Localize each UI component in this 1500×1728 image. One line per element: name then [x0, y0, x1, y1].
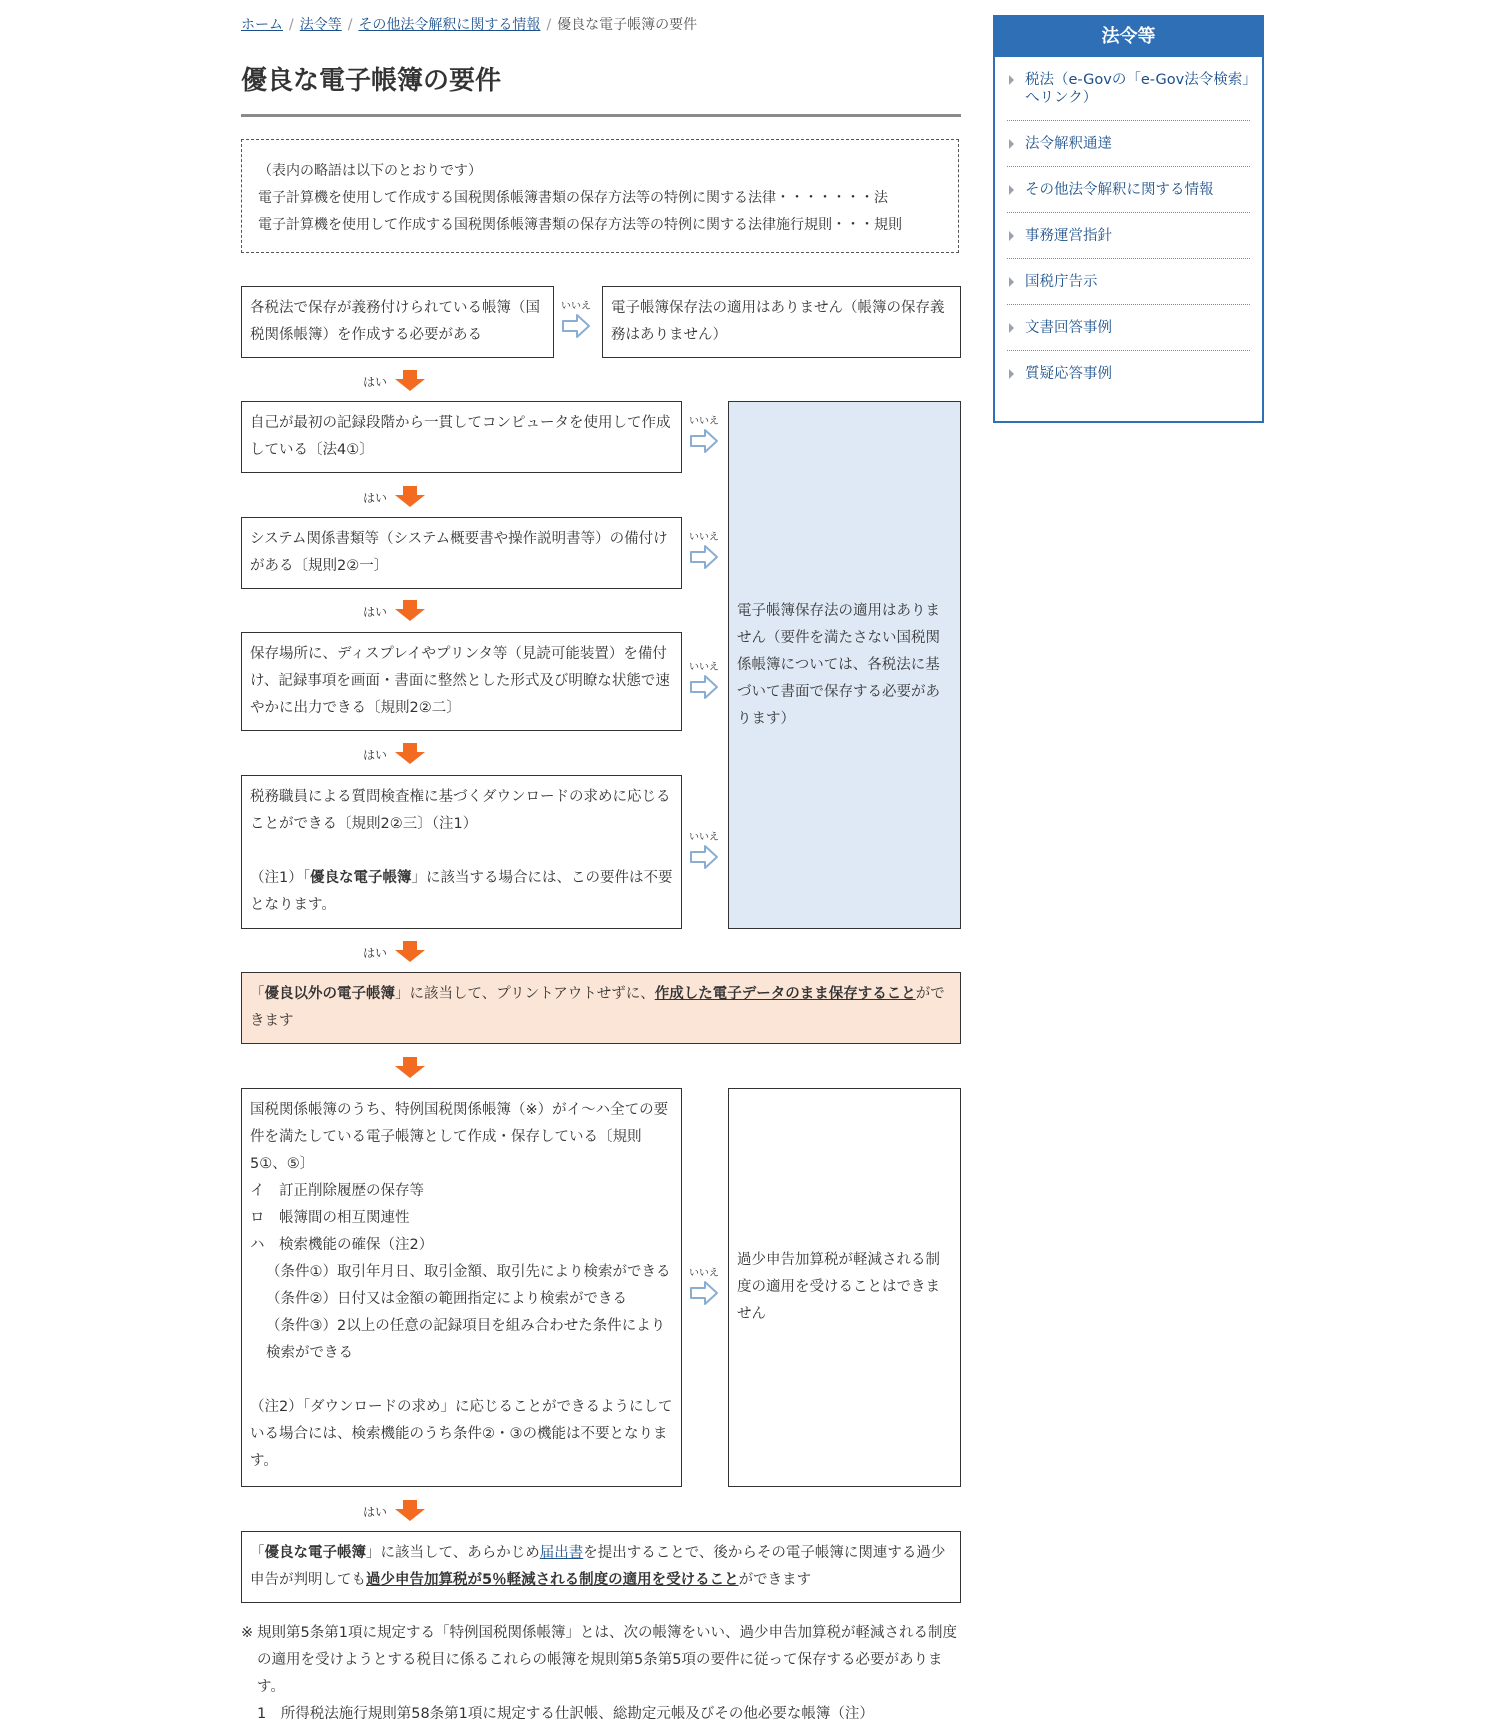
result-underlined-text: 作成した電子データのまま保存すること — [654, 986, 916, 1002]
yes-label: はい — [363, 375, 388, 389]
down-arrow-icon — [394, 600, 426, 622]
spacer — [250, 1367, 673, 1394]
requirement-i: イ 訂正削除履歴の保存等 — [250, 1183, 424, 1199]
search-condition-3: （条件③）2以上の任意の記録項目を組み合わせた条件により検索ができる — [266, 1318, 666, 1361]
no-arrow-icon — [689, 673, 719, 701]
result-suffix: ができます — [250, 986, 945, 1029]
breadcrumb-separator: / — [546, 17, 552, 33]
note-suffix: 」に該当する場合には、この要件は不要となります。 — [250, 870, 673, 913]
down-arrow-icon — [394, 743, 426, 765]
sidebar-list — [995, 57, 1262, 396]
breadcrumb-other-interpretation-link[interactable]: その他法令解釈に関する情報 — [358, 17, 541, 33]
no-arrow-icon — [689, 543, 719, 571]
note-bold-term: 優良な電子帳簿 — [309, 870, 412, 886]
result-suffix: ができます — [738, 1572, 812, 1588]
flow-no-result-penalty-text: 過少申告加算税が軽減される制度の適用を受けることはできません — [737, 1252, 940, 1322]
sidebar-item-label[interactable]: その他法令解釈に関する情報 — [1025, 182, 1214, 198]
no-arrow-icon — [689, 427, 719, 455]
triangle-bullet-icon — [1009, 323, 1014, 333]
result-underlined-text: 過少申告加算税が5％軽減される制度の適用を受けること — [366, 1572, 739, 1588]
triangle-bullet-icon — [1009, 185, 1014, 195]
no-arrow-icon — [689, 1279, 719, 1307]
no-label: いいえ — [689, 1268, 719, 1279]
flow-question-0: 各税法で保存が義務付けられている帳簿（国税関係帳簿）を作成する必要がある — [241, 286, 554, 358]
no-label: いいえ — [689, 832, 719, 843]
spacer — [250, 838, 673, 865]
result-mid-text: 」に該当して、あらかじめ — [366, 1545, 540, 1561]
flow-question-4-text: 税務職員による質問検査権に基づくダウンロードの求めに応じることができる〔規則2②三〕（注1） — [250, 789, 671, 832]
flow-no-result-0: 電子帳簿保存法の適用はありません（帳簿の保存義務はありません） — [602, 286, 961, 358]
down-arrow-icon — [394, 941, 426, 963]
yes-label: はい — [363, 946, 388, 960]
result-prefix: 「 — [250, 986, 265, 1002]
down-arrow-icon — [394, 486, 426, 508]
abbreviation-box — [241, 139, 959, 253]
no-arrow-icon — [689, 843, 719, 871]
title-divider — [241, 114, 961, 117]
footnote — [241, 1620, 961, 1728]
sidebar-item-label[interactable]: 法令解釈通達 — [1025, 136, 1112, 152]
flow-question-5-intro: 国税関係帳簿のうち、特例国税関係帳簿（※）がイ〜ハ全ての要件を満たしている電子帳簿として作成・保存している〔規則5①、⑤〕 — [250, 1102, 669, 1172]
breadcrumb-current: 優良な電子帳簿の要件 — [557, 17, 698, 33]
down-arrow-icon — [394, 1500, 426, 1522]
breadcrumb — [241, 14, 697, 34]
notification-form-link[interactable]: 届出書 — [539, 1545, 584, 1561]
sidebar-item-label[interactable]: 事務運営指針 — [1025, 228, 1112, 244]
yes-label: はい — [363, 1505, 388, 1519]
result-bold-term: 優良な電子帳簿 — [264, 1545, 366, 1561]
result-mid-text: 」に該当して、プリントアウトせずに、 — [395, 986, 655, 1002]
flow-question-1: 自己が最初の記録段階から一貫してコンピュータを使用して作成している〔法4①〕 — [241, 401, 682, 473]
yes-label: はい — [363, 491, 388, 505]
flow-no-result-penalty — [728, 1088, 961, 1487]
sidebar-item-label[interactable]: 国税庁告示 — [1025, 274, 1098, 290]
footnote-mark: ※ — [241, 1625, 254, 1641]
flow-result-excellent — [241, 1531, 961, 1603]
triangle-bullet-icon — [1009, 231, 1014, 241]
breadcrumb-separator: / — [347, 17, 353, 33]
breadcrumb-laws-link[interactable]: 法令等 — [299, 17, 342, 33]
sidebar-item-label[interactable]: 文書回答事例 — [1025, 320, 1112, 336]
sidebar-item-administrative-guidelines[interactable] — [1007, 213, 1250, 259]
result-prefix: 「 — [250, 1545, 265, 1561]
sidebar-item-nta-notices[interactable] — [1007, 259, 1250, 305]
search-condition-2: （条件②）日付又は金額の範囲指定により検索ができる — [266, 1291, 627, 1307]
abbreviation-rule: 電子計算機を使用して作成する国税関係帳簿書類の保存方法等の特例に関する法律施行規則・・・規則 — [258, 217, 902, 233]
search-condition-1: （条件①）取引年月日、取引金額、取引先により検索ができる — [266, 1264, 671, 1280]
triangle-bullet-icon — [1009, 75, 1014, 85]
sidebar-item-other-interpretation[interactable] — [1007, 167, 1250, 213]
sidebar-box — [993, 15, 1264, 423]
triangle-bullet-icon — [1009, 139, 1014, 149]
no-label: いいえ — [689, 416, 719, 427]
result-bold-term: 優良以外の電子帳簿 — [264, 986, 395, 1002]
breadcrumb-separator: / — [289, 17, 294, 33]
requirement-ro: ロ 帳簿間の相互関連性 — [250, 1210, 410, 1226]
result-mid-text-2: を提出することで、後からその電子帳簿に関連する過少申告が判明しても — [250, 1545, 946, 1588]
note-prefix: （注1）「 — [250, 870, 310, 886]
flow-question-5-note: （注2）「ダウンロードの求め」に応じることができるようにしている場合には、検索機能のうち条件②・③の機能は不要となります。 — [250, 1399, 673, 1469]
flow-result-non-excellent — [241, 972, 961, 1044]
flow-question-3: 保存場所に、ディスプレイやプリンタ等（見読可能装置）を備付け、記録事項を画面・書面に整然とした形式及び明瞭な状態で速やかに出力できる〔規則2②二〕 — [241, 632, 682, 731]
sidebar-item-label[interactable]: 税法（e-Govの「e-Gov法令検索」へリンク） — [1025, 72, 1250, 106]
page-title: 優良な電子帳簿の要件 — [241, 66, 502, 96]
sidebar-item-qa-cases[interactable] — [1007, 351, 1250, 396]
sidebar-item-tax-law[interactable] — [1007, 57, 1250, 121]
no-label: いいえ — [689, 662, 719, 673]
abbreviation-law: 電子計算機を使用して作成する国税関係帳簿書類の保存方法等の特例に関する法律・・・・・・・法 — [258, 190, 888, 206]
triangle-bullet-icon — [1009, 369, 1014, 379]
yes-label: はい — [363, 605, 388, 619]
flow-question-4-note — [250, 865, 673, 919]
abbreviation-intro: （表内の略語は以下のとおりです） — [258, 163, 482, 179]
flow-question-2: システム関係書類等（システム概要書や操作説明書等）の備付けがある〔規則2②一〕 — [241, 517, 682, 589]
sidebar-item-label[interactable]: 質疑応答事例 — [1025, 366, 1112, 382]
flow-question-5 — [241, 1088, 682, 1487]
yes-label: はい — [363, 748, 388, 762]
sidebar-item-written-answers[interactable] — [1007, 305, 1250, 351]
triangle-bullet-icon — [1009, 277, 1014, 287]
no-label: いいえ — [689, 532, 719, 543]
footnote-text: 規則第5条第1項に規定する「特例国税関係帳簿」とは、次の帳簿をいい、過少申告加算税が軽減される制度の適用を受けようとする税目に係るこれらの帳簿を規則第5条第5項の要件に従って保存する必要があります。 — [257, 1625, 957, 1695]
down-arrow-icon — [394, 1057, 426, 1079]
requirement-ha: ハ 検索機能の確保（注2） — [250, 1237, 434, 1253]
flow-question-4 — [241, 775, 682, 929]
flow-no-result-main — [728, 401, 961, 929]
footnote-item-1: 1 所得税法施行規則第58条第1項に規定する仕訳帳、総勘定元帳及びその他必要な帳簿（注） — [257, 1706, 874, 1722]
flow-no-result-main-text: 電子帳簿保存法の適用はありません（要件を満たさない国税関係帳簿については、各税法に基づいて書面で保存する必要があります） — [737, 602, 940, 727]
no-arrow-icon — [561, 312, 591, 340]
sidebar — [993, 15, 1264, 423]
sidebar-item-circulars[interactable] — [1007, 121, 1250, 167]
breadcrumb-home-link[interactable]: ホーム — [241, 17, 283, 33]
no-label: いいえ — [561, 301, 591, 312]
down-arrow-icon — [394, 370, 426, 392]
sidebar-title: 法令等 — [995, 17, 1262, 57]
